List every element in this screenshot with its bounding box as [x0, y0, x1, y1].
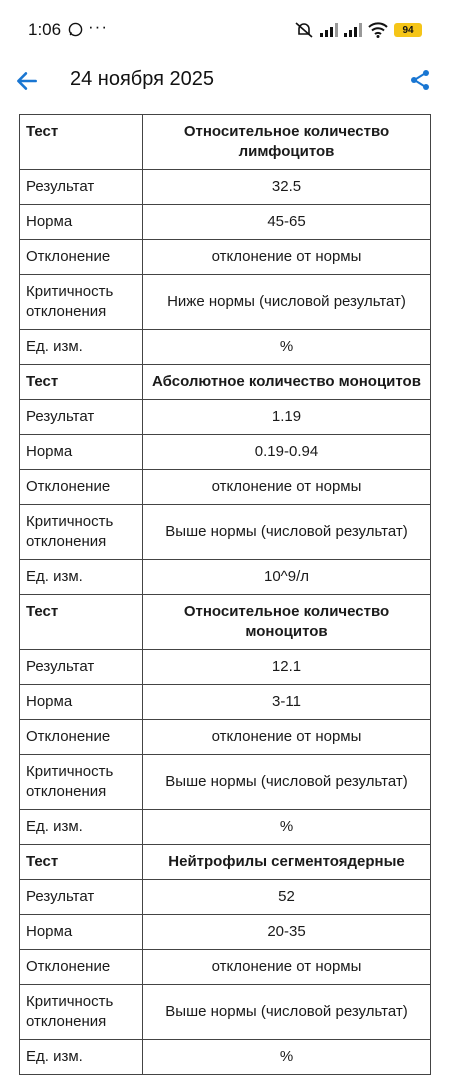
row-label: Результат [20, 650, 143, 685]
table-row-deviation [20, 720, 431, 755]
deviation-value: отклонение от нормы [143, 720, 431, 755]
deviation-value: отклонение от нормы [143, 950, 431, 985]
status-time: 1:06 [28, 20, 62, 39]
row-label: Норма [20, 915, 143, 950]
signal-icon-2 [344, 23, 362, 37]
table-row-unit [20, 1040, 431, 1075]
table-row-criticality [20, 985, 431, 1040]
norm-value: 3-11 [143, 685, 431, 720]
row-label: Результат [20, 880, 143, 915]
deviation-value: отклонение от нормы [143, 470, 431, 505]
muted-alarm-icon [294, 21, 314, 39]
test-name: Относительное количество лимфоцитов [143, 115, 431, 170]
table-row-unit [20, 560, 431, 595]
criticality-value: Выше нормы (числовой результат) [143, 505, 431, 560]
results-table-wrap [19, 114, 431, 1075]
table-row-unit [20, 330, 431, 365]
table-row-test [20, 845, 431, 880]
row-label: Ед. изм. [20, 810, 143, 845]
row-label: Результат [20, 400, 143, 435]
result-value: 52 [143, 880, 431, 915]
row-label: Норма [20, 435, 143, 470]
criticality-value: Выше нормы (числовой результат) [143, 755, 431, 810]
table-row-result [20, 170, 431, 205]
table-row-criticality [20, 755, 431, 810]
test-name: Относительное количество моноцитов [143, 595, 431, 650]
page-title: 24 ноября 2025 [70, 68, 215, 90]
table-row-unit [20, 810, 431, 845]
result-value: 32.5 [143, 170, 431, 205]
unit-value: % [143, 1040, 431, 1075]
test-name: Нейтрофилы сегментоядерные [143, 845, 431, 880]
more-notifications-icon: ··· [88, 17, 108, 36]
deviation-value: отклонение от нормы [143, 240, 431, 275]
row-label: Результат [20, 170, 143, 205]
unit-value: % [143, 810, 431, 845]
criticality-value: Ниже нормы (числовой результат) [143, 275, 431, 330]
table-row-criticality [20, 275, 431, 330]
table-row-norm [20, 205, 431, 240]
row-label: Критичность отклонения [20, 755, 143, 810]
criticality-value: Выше нормы (числовой результат) [143, 985, 431, 1040]
row-label: Норма [20, 685, 143, 720]
whatsapp-icon [68, 22, 83, 37]
row-label: Отклонение [20, 720, 143, 755]
table-row-test [20, 595, 431, 650]
table-row-norm [20, 435, 431, 470]
table-row-deviation [20, 950, 431, 985]
signal-icon-1 [320, 23, 338, 37]
back-arrow-icon[interactable] [14, 68, 40, 94]
table-row-deviation [20, 240, 431, 275]
table-row-result [20, 400, 431, 435]
row-label: Ед. изм. [20, 560, 143, 595]
battery-indicator: 94 [394, 23, 422, 37]
results-table [19, 114, 431, 1075]
row-label: Ед. изм. [20, 330, 143, 365]
table-row-result [20, 880, 431, 915]
table-row-test [20, 365, 431, 400]
unit-value: 10^9/л [143, 560, 431, 595]
table-row-deviation [20, 470, 431, 505]
row-label: Критичность отклонения [20, 985, 143, 1040]
row-label: Отклонение [20, 950, 143, 985]
row-label: Тест [20, 115, 143, 170]
table-row-norm [20, 685, 431, 720]
unit-value: % [143, 330, 431, 365]
results-scroll-area[interactable] [0, 108, 450, 1065]
share-icon[interactable] [408, 68, 432, 92]
wifi-icon [368, 22, 388, 38]
row-label: Отклонение [20, 240, 143, 275]
status-bar [0, 0, 450, 56]
row-label: Тест [20, 365, 143, 400]
table-row-norm [20, 915, 431, 950]
row-label: Тест [20, 595, 143, 650]
row-label: Критичность отклонения [20, 505, 143, 560]
row-label: Норма [20, 205, 143, 240]
app-bar [0, 56, 450, 106]
row-label: Отклонение [20, 470, 143, 505]
table-row-criticality [20, 505, 431, 560]
result-value: 1.19 [143, 400, 431, 435]
norm-value: 45-65 [143, 205, 431, 240]
table-row-result [20, 650, 431, 685]
norm-value: 0.19-0.94 [143, 435, 431, 470]
result-value: 12.1 [143, 650, 431, 685]
row-label: Ед. изм. [20, 1040, 143, 1075]
test-name: Абсолютное количество моноцитов [143, 365, 431, 400]
row-label: Тест [20, 845, 143, 880]
norm-value: 20-35 [143, 915, 431, 950]
table-row-test [20, 115, 431, 170]
row-label: Критичность отклонения [20, 275, 143, 330]
